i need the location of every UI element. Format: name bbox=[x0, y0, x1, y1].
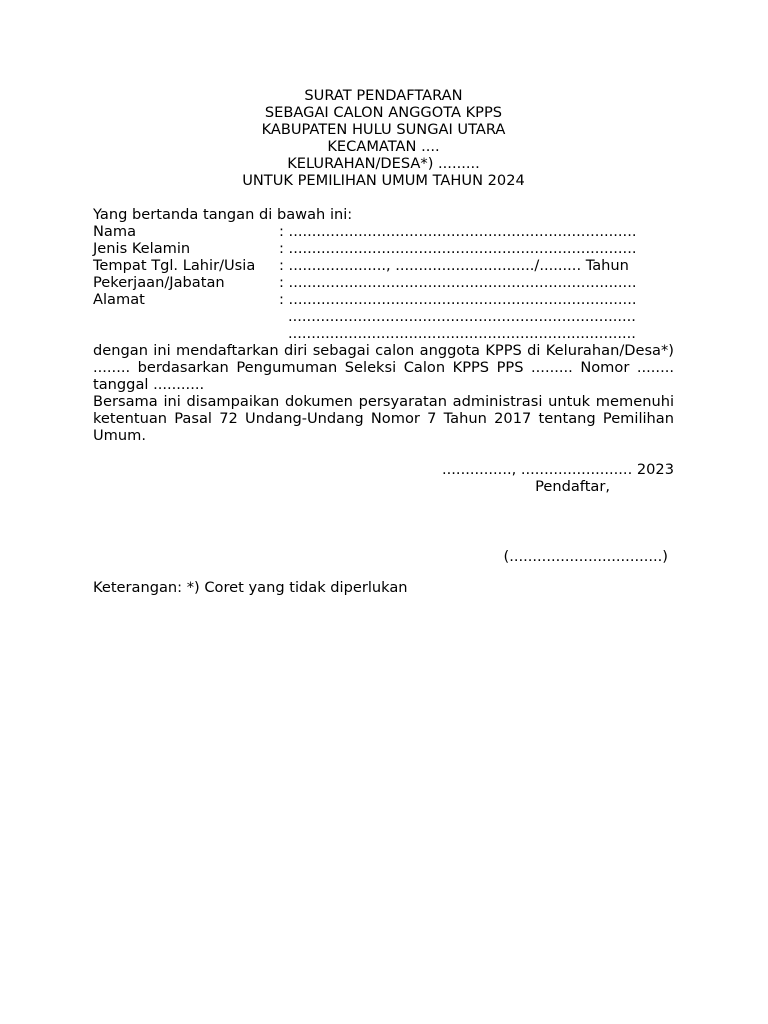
field-blank: : ........................................................................... bbox=[279, 240, 637, 257]
footnote: Keterangan: *) Coret yang tidak diperlukan bbox=[93, 579, 408, 596]
field-label: Tempat Tgl. Lahir/Usia bbox=[93, 257, 256, 274]
title-line-2: SEBAGAI CALON ANGGOTA KPPS bbox=[264, 104, 503, 121]
field-label-empty bbox=[93, 325, 279, 342]
field-nama bbox=[93, 223, 674, 240]
field-ttl bbox=[93, 257, 674, 274]
field-pekerjaan bbox=[93, 274, 674, 291]
field-blank: : ........................................................................... bbox=[279, 291, 637, 308]
field-blank: : ........................................................................... bbox=[279, 223, 637, 240]
identity-fields bbox=[93, 223, 674, 342]
field-label-empty bbox=[93, 308, 279, 325]
title-line-4: KECAMATAN .... bbox=[327, 138, 440, 155]
title-line-1: SURAT PENDAFTARAN bbox=[304, 87, 463, 104]
field-blank: : ....................., ............................../......... Tahun bbox=[279, 257, 629, 274]
field-blank: : ........................................................................... bbox=[279, 274, 637, 291]
place-date: ..............., ........................ 2023 bbox=[442, 461, 674, 478]
field-jenis-kelamin bbox=[93, 240, 674, 257]
title-line-5: KELURAHAN/DESA*) ......... bbox=[287, 155, 480, 172]
title-line-3: KABUPATEN HULU SUNGAI UTARA bbox=[261, 121, 506, 138]
registration-paragraph: dengan ini mendaftarkan diri sebagai calon anggota KPPS di Kelurahan/Desa*) ........ berdasarkan Pengumuman Seleksi Calon KPPS PPS ......... Nomor ........ tanggal ........... bbox=[93, 342, 674, 393]
title-line-6: UNTUK PEMILIHAN UMUM TAHUN 2024 bbox=[242, 172, 525, 189]
field-label: Nama bbox=[93, 223, 137, 240]
field-blank: ........................................................................... bbox=[288, 325, 636, 342]
field-alamat-cont-1 bbox=[93, 308, 674, 325]
field-alamat bbox=[93, 291, 674, 308]
signature-line: (.................................) bbox=[503, 548, 668, 565]
documents-paragraph: Bersama ini disampaikan dokumen persyaratan administrasi untuk memenuhi ketentuan Pasal 72 Undang-Undang Nomor 7 Tahun 2017 tentang Pemilihan Umum. bbox=[93, 393, 674, 444]
field-label: Pekerjaan/Jabatan bbox=[93, 274, 225, 291]
field-alamat-cont-2 bbox=[93, 325, 674, 342]
signer-label: Pendaftar, bbox=[535, 478, 610, 495]
field-label: Alamat bbox=[93, 291, 145, 308]
letter-title bbox=[93, 87, 674, 189]
registration-letter bbox=[93, 87, 674, 596]
field-blank: ........................................................................... bbox=[288, 308, 636, 325]
field-label: Jenis Kelamin bbox=[93, 240, 191, 257]
intro-text: Yang bertanda tangan di bawah ini: bbox=[93, 206, 353, 223]
